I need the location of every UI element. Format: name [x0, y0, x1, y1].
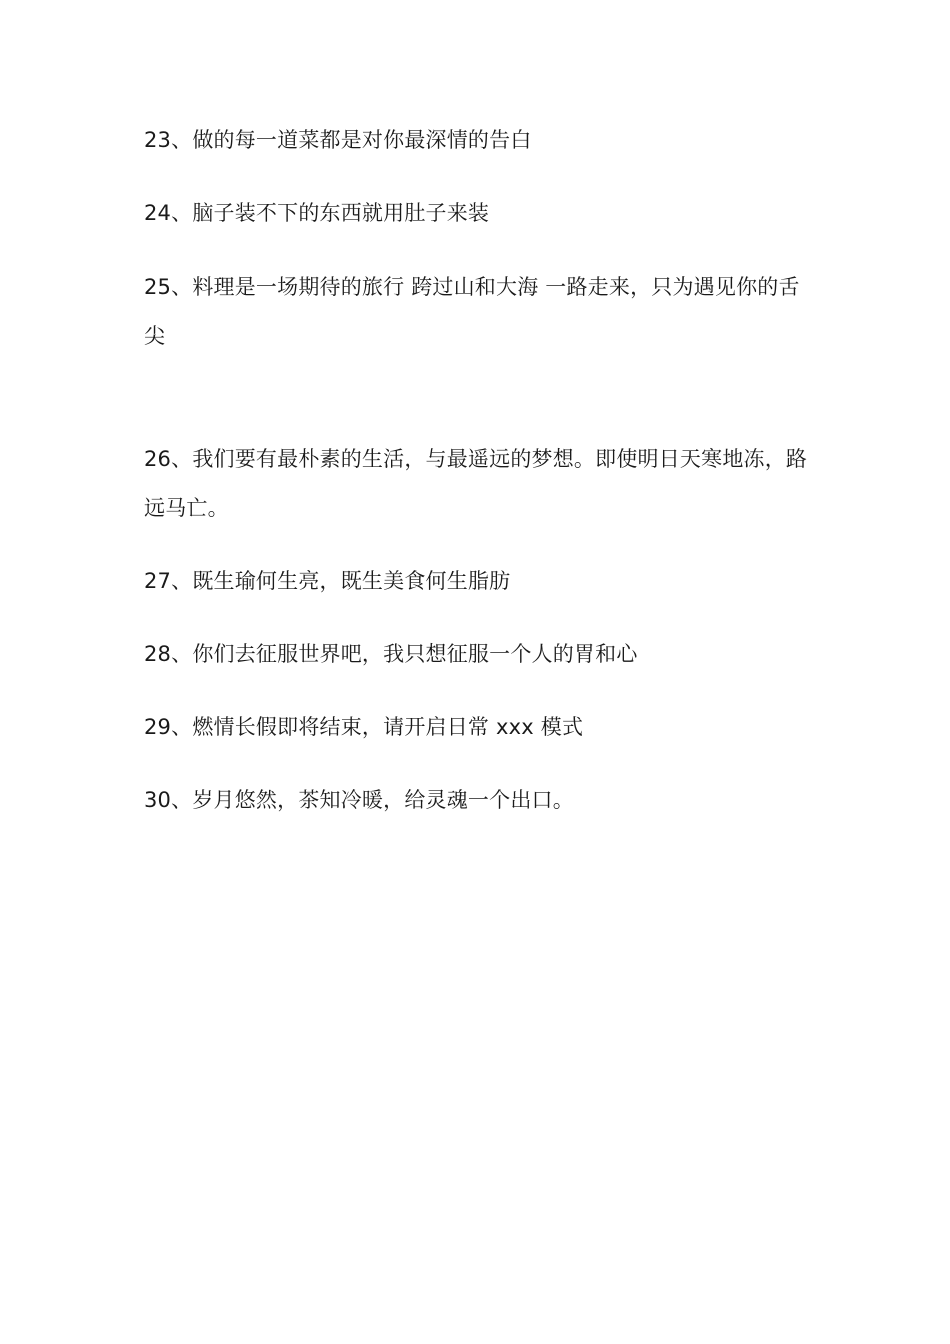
list-item: 25、料理是一场期待的旅行 跨过山和大海 一路走来，只为遇见你的舌尖 [144, 275, 800, 348]
list-item: 30、岁月悠然，茶知冷暖，给灵魂一个出口。 [144, 788, 574, 812]
list-item: 23、做的每一道菜都是对你最深情的告白 [144, 128, 532, 152]
list-item: 24、脑子装不下的东西就用肚子来装 [144, 201, 490, 225]
list-item: 26、我们要有最朴素的生活，与最遥远的梦想。即使明日天寒地冻，路远马亡。 [144, 447, 808, 520]
list-item: 28、你们去征服世界吧，我只想征服一个人的胃和心 [144, 642, 638, 666]
list-item: 29、燃情长假即将结束，请开启日常 xxx 模式 [144, 715, 584, 739]
list-item: 27、既生瑜何生亮，既生美食何生脂肪 [144, 569, 511, 593]
